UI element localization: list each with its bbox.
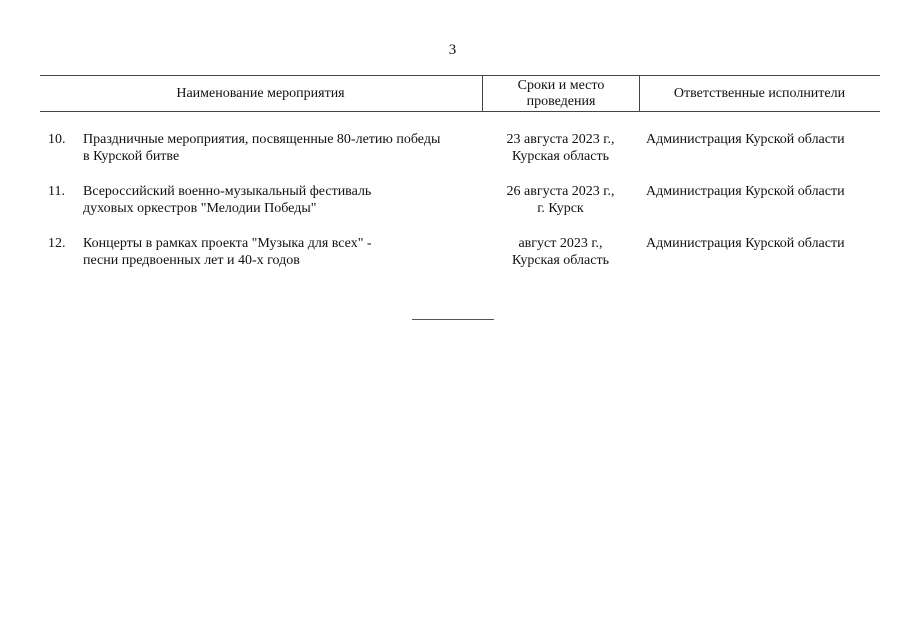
event-date-line: 26 августа 2023 г., bbox=[506, 184, 615, 199]
event-name-line1: Всероссийский военно-музыкальный фестиваль bbox=[83, 184, 372, 199]
page-number: 3 bbox=[448, 42, 457, 58]
event-place-line: Курская область bbox=[512, 253, 609, 268]
event-name bbox=[83, 131, 483, 165]
table-header bbox=[40, 75, 880, 112]
event-responsible: Администрация Курской области bbox=[646, 184, 845, 199]
event-name-line2: в Курской битве bbox=[83, 149, 180, 164]
event-name-line2: песни предвоенных лет и 40-х годов bbox=[83, 253, 300, 268]
event-name-line2: духовых оркестров "Мелодии Победы" bbox=[83, 201, 317, 216]
column-header-date-place-line1: Сроки и место bbox=[517, 77, 605, 93]
column-header-responsible: Ответственные исполнители bbox=[673, 85, 846, 101]
event-date-line: август 2023 г., bbox=[518, 236, 603, 251]
column-header-date-place-line2: проведения bbox=[526, 93, 596, 109]
event-responsible: Администрация Курской области bbox=[646, 132, 845, 147]
column-header-name: Наименование мероприятия bbox=[176, 85, 345, 101]
column-header-date-place bbox=[482, 76, 640, 111]
event-date-place bbox=[482, 235, 639, 269]
event-place-line: Курская область bbox=[512, 149, 609, 164]
row-number: 10. bbox=[48, 132, 66, 147]
row-number: 11. bbox=[48, 184, 65, 199]
table-row bbox=[40, 183, 880, 219]
event-responsible: Администрация Курской области bbox=[646, 236, 845, 251]
events-table bbox=[40, 75, 880, 268]
event-place-line: г. Курск bbox=[537, 201, 584, 216]
event-date-place bbox=[482, 183, 639, 217]
end-of-document-rule bbox=[412, 319, 494, 320]
table-row bbox=[40, 131, 880, 167]
event-name-line1: Концерты в рамках проекта "Музыка для всех" - bbox=[83, 236, 372, 251]
event-date-place bbox=[482, 131, 639, 165]
event-name bbox=[83, 183, 483, 217]
event-date-line: 23 августа 2023 г., bbox=[506, 132, 615, 147]
event-name bbox=[83, 235, 483, 269]
row-number: 12. bbox=[48, 236, 66, 251]
event-name-line1: Праздничные мероприятия, посвященные 80-летию победы bbox=[83, 132, 441, 147]
table-row bbox=[40, 235, 880, 271]
